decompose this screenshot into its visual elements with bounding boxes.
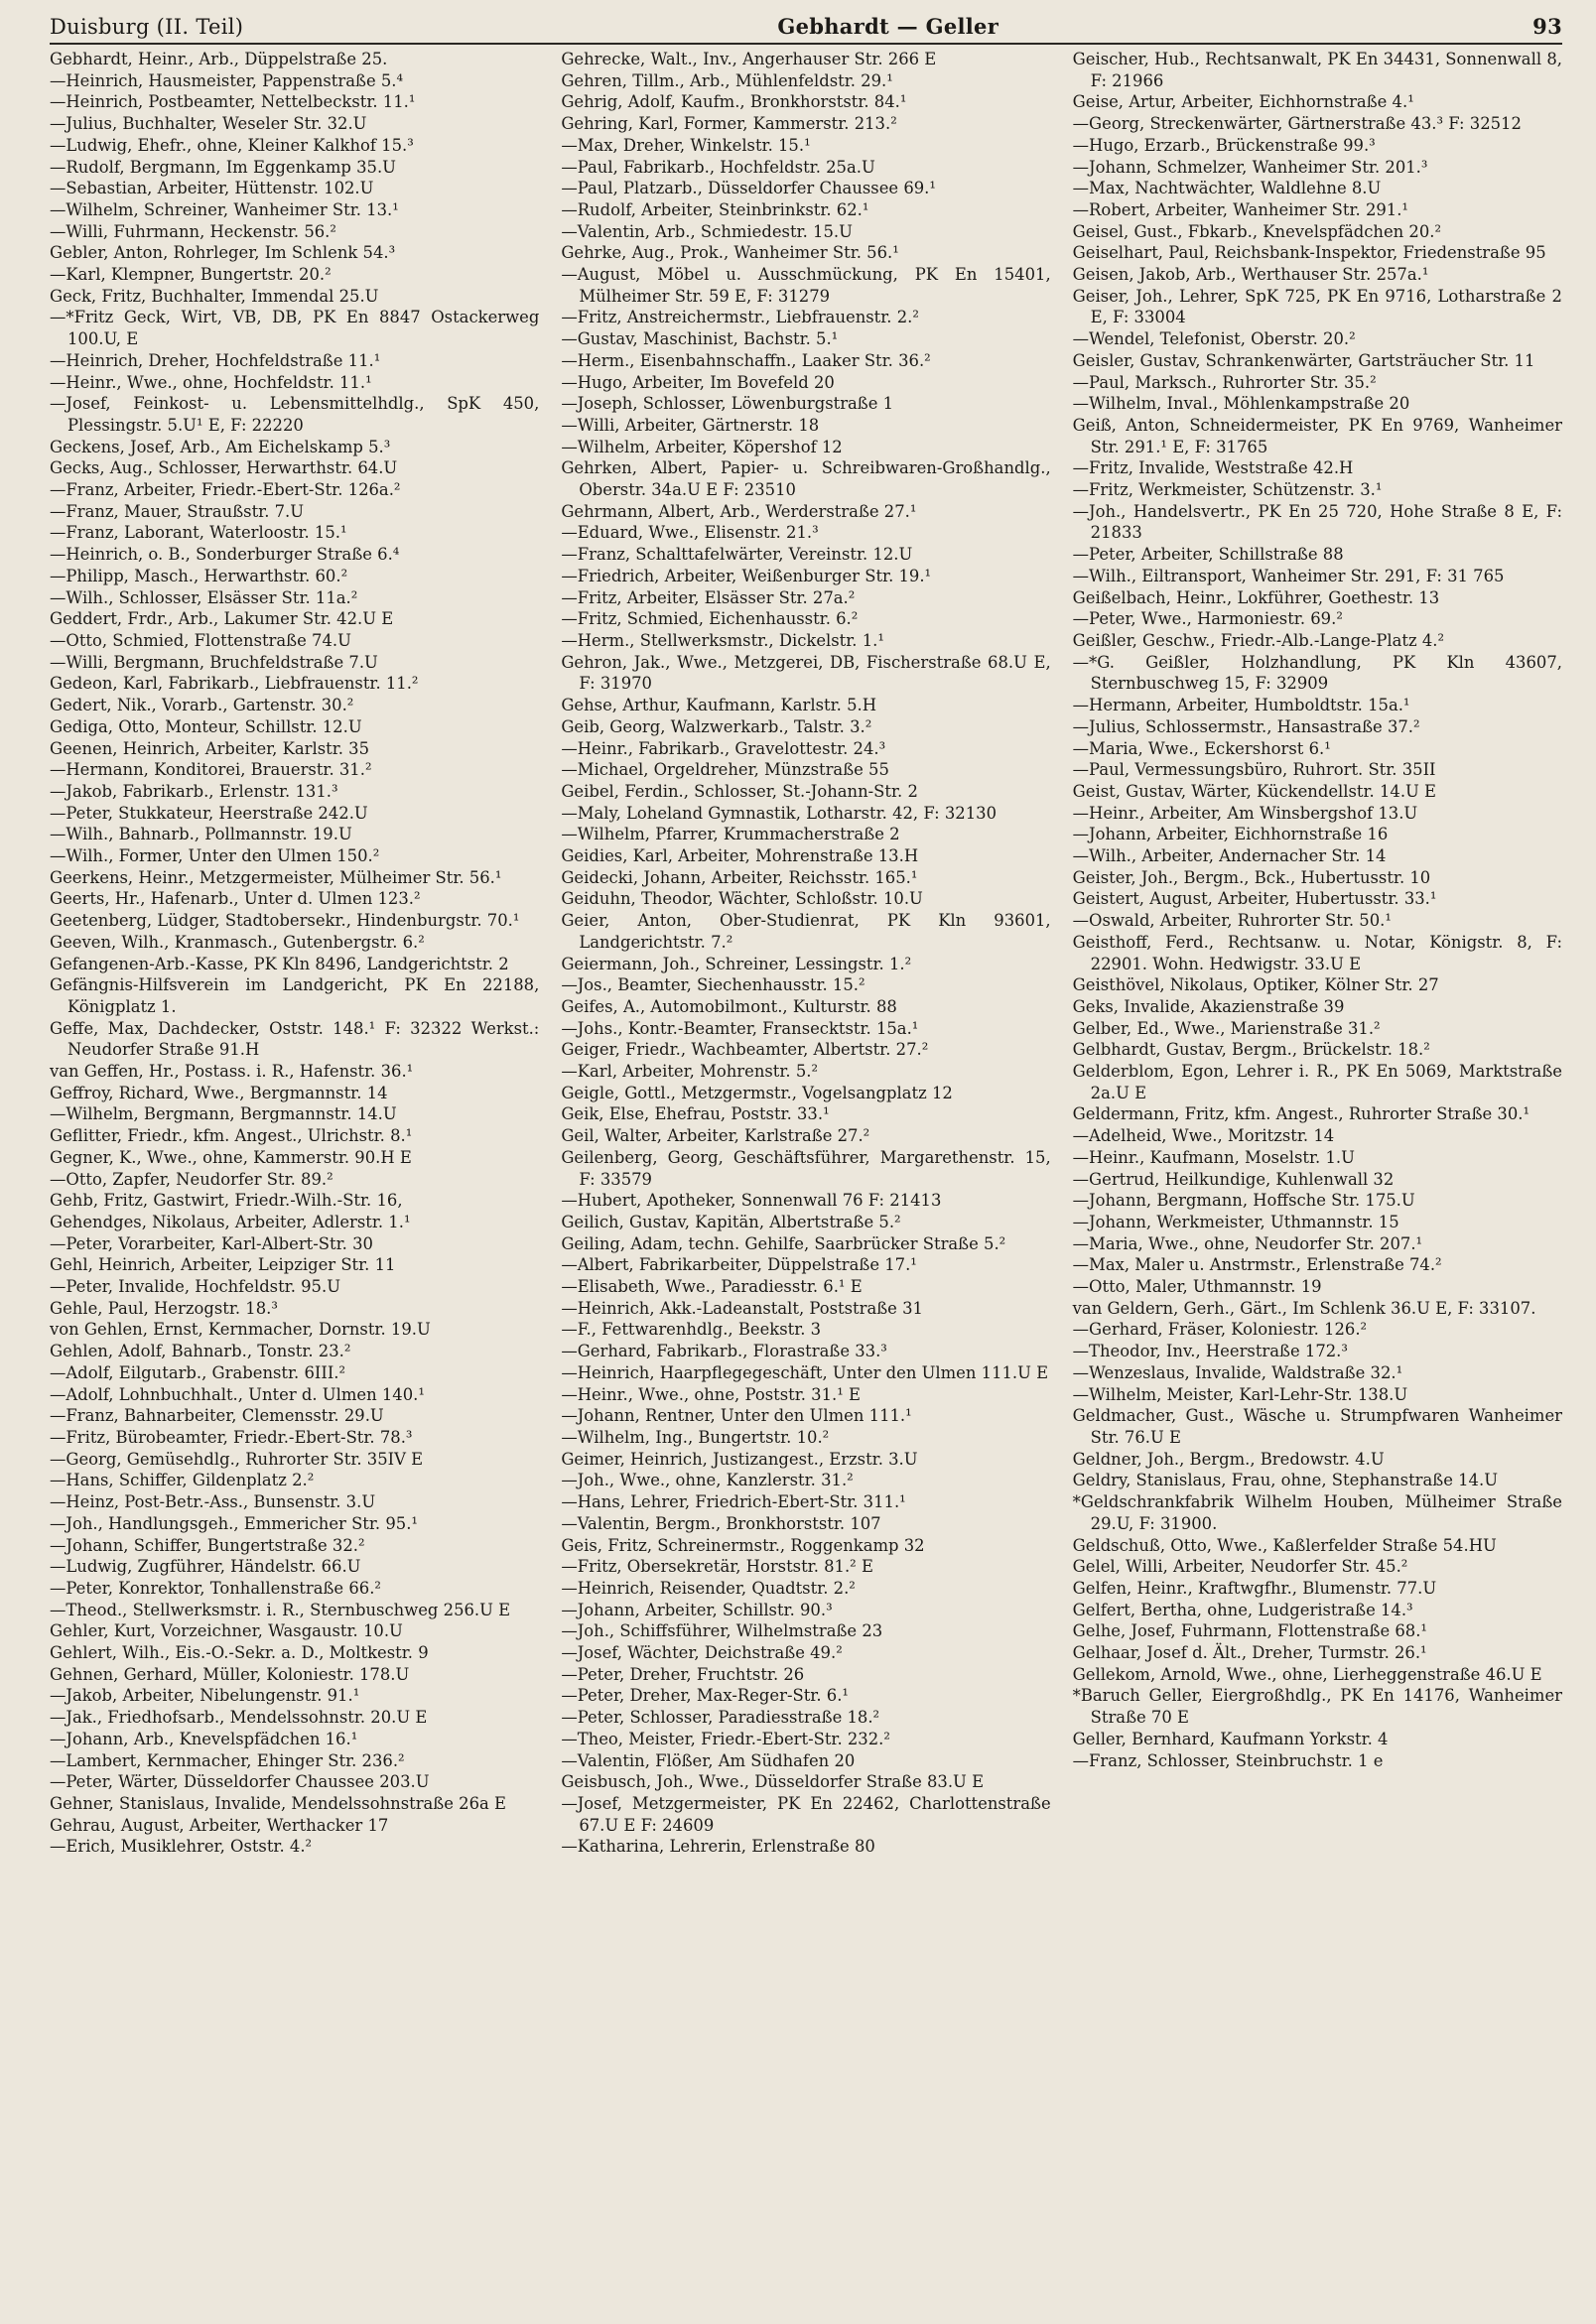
directory-entry: Geib, Georg, Walzwerkarb., Talstr. 3.²: [561, 716, 872, 736]
directory-entry: —Willi, Arbeiter, Gärtnerstr. 18: [561, 415, 820, 435]
directory-entry: —Georg, Gemüsehdlg., Ruhrorter Str. 35IV E: [50, 1449, 424, 1469]
directory-entry: Geier, Anton, Ober-Studienrat, PK Kln 93601, Landgerichtstr. 7.²: [561, 911, 1051, 952]
directory-entry: —Valentin, Flößer, Am Südhafen 20: [561, 1750, 856, 1770]
directory-entry: —Franz, Bahnarbeiter, Clemensstr. 29.U: [50, 1406, 384, 1426]
city-section: Duisburg (II. Teil): [50, 15, 244, 39]
directory-entry: —Hans, Lehrer, Friedrich-Ebert-Str. 311.¹: [561, 1492, 906, 1512]
directory-entry: von Gehlen, Ernst, Kernmacher, Dornstr. 19.U: [50, 1320, 431, 1340]
directory-entry: —Maria, Wwe., Eckershorst 6.¹: [1072, 738, 1331, 758]
directory-entry: Geifes, A., Automobilmont., Kulturstr. 88: [561, 996, 897, 1016]
directory-entry: Geist, Gustav, Wärter, Kückendellstr. 14.U E: [1072, 781, 1437, 801]
directory-entry: —Julius, Schlossermstr., Hansastraße 37.²: [1072, 716, 1420, 736]
directory-entry: —Heinr., Wwe., ohne, Hochfeldstr. 11.¹: [50, 372, 372, 392]
directory-entry: Geetenberg, Lüdger, Stadtobersekr., Hindenburgstr. 70.¹: [50, 911, 520, 931]
directory-entry: Geistert, August, Arbeiter, Hubertusstr. 33.¹: [1072, 889, 1437, 909]
directory-entry: Geidecki, Johann, Arbeiter, Reichsstr. 165.¹: [561, 867, 918, 887]
directory-entry: —F., Fettwarenhdlg., Beekstr. 3: [561, 1320, 822, 1340]
directory-entry: —Eduard, Wwe., Elisenstr. 21.³: [561, 523, 819, 543]
directory-entry: Gedeon, Karl, Fabrikarb., Liebfrauenstr. 11.²: [50, 674, 419, 694]
directory-entry: —Johs., Kontr.-Beamter, Fransecktstr. 15a.¹: [561, 1018, 919, 1038]
directory-entry: —Wilhelm, Bergmann, Bergmannstr. 14.U: [50, 1104, 397, 1124]
directory-entry: Geisel, Gust., Fbkarb., Knevelspfädchen 20.²: [1072, 221, 1442, 241]
directory-entry: —Franz, Schalttafelwärter, Vereinstr. 12.U: [561, 545, 913, 565]
directory-entry: Gelber, Ed., Wwe., Marienstraße 31.²: [1072, 1018, 1381, 1038]
directory-entry: —Valentin, Bergm., Bronkhorststr. 107: [561, 1513, 881, 1533]
directory-entry: —Gerhard, Fräser, Koloniestr. 126.²: [1072, 1320, 1368, 1340]
directory-entry: —Franz, Laborant, Waterloostr. 15.¹: [50, 523, 347, 543]
directory-entry: Gehner, Stanislaus, Invalide, Mendelssohnstraße 26a E: [50, 1793, 506, 1813]
directory-entry: —Erich, Musiklehrer, Oststr. 4.²: [50, 1837, 313, 1857]
directory-entry: Gehlen, Adolf, Bahnarb., Tonstr. 23.²: [50, 1342, 351, 1361]
directory-entry: —Hermann, Arbeiter, Humboldtstr. 15a.¹: [1072, 696, 1410, 715]
directory-entry: —Peter, Konrektor, Tonhallenstraße 66.²: [50, 1578, 381, 1598]
directory-entry: Geck, Fritz, Buchhalter, Immendal 25.U: [50, 286, 379, 306]
directory-entry: Geibel, Ferdin., Schlosser, St.-Johann-Str. 2: [561, 781, 918, 801]
directory-entry: Gehrken, Albert, Papier- u. Schreibwaren-Großhandlg., Oberstr. 34a.U E F: 23510: [561, 458, 1051, 500]
directory-entry: Geldermann, Fritz, kfm. Angest., Ruhrorter Straße 30.¹: [1072, 1104, 1530, 1124]
directory-entry: —Willi, Bergmann, Bruchfeldstraße 7.U: [50, 652, 378, 672]
directory-entry: —Heinrich, Dreher, Hochfeldstraße 11.¹: [50, 350, 381, 370]
directory-entry: —Karl, Arbeiter, Mohrenstr. 5.²: [561, 1062, 819, 1082]
directory-entry: —Max, Nachtwächter, Waldlehne 8.U: [1072, 179, 1382, 198]
directory-entry: —Theo, Meister, Friedr.-Ebert-Str. 232.²: [561, 1729, 890, 1748]
directory-entry: Geddert, Frdr., Arb., Lakumer Str. 42.U E: [50, 609, 394, 629]
directory-entry: Geisbusch, Joh., Wwe., Düsseldorfer Straße 83.U E: [561, 1772, 985, 1792]
directory-entry: —Heinr., Wwe., ohne, Poststr. 31.¹ E: [561, 1384, 861, 1404]
directory-entry: —Franz, Schlosser, Steinbruchstr. 1 e: [1072, 1750, 1384, 1770]
directory-entry: —Fritz, Obersekretär, Horststr. 81.² E: [561, 1557, 873, 1577]
directory-entry: —Fritz, Arbeiter, Elsässer Str. 27a.²: [561, 587, 856, 607]
name-range: Gebhardt — Geller: [777, 14, 999, 39]
directory-entry: Geilenberg, Georg, Geschäftsführer, Margarethenstr. 15, F: 33579: [561, 1147, 1051, 1189]
directory-entry: Gehl, Heinrich, Arbeiter, Leipziger Str. 11: [50, 1255, 396, 1275]
column-3: [1073, 49, 1562, 1858]
directory-entry: —Peter, Wwe., Harmoniestr. 69.²: [1072, 609, 1343, 629]
directory-entry: —Sebastian, Arbeiter, Hüttenstr. 102.U: [50, 179, 374, 198]
directory-entry: —Theodor, Inv., Heerstraße 172.³: [1072, 1342, 1348, 1361]
directory-entry: Gelfen, Heinr., Kraftwgfhr., Blumenstr. 77.U: [1072, 1578, 1437, 1598]
directory-entry: Geise, Artur, Arbeiter, Eichhornstraße 4.¹: [1072, 92, 1414, 112]
directory-entry: van Geffen, Hr., Postass. i. R., Hafenstr. 36.¹: [50, 1062, 414, 1082]
directory-entry: Geldschuß, Otto, Wwe., Kaßlerfelder Straße 54.HU: [1072, 1535, 1497, 1555]
directory-entry: Gegner, K., Wwe., ohne, Kammerstr. 90.H E: [50, 1147, 412, 1167]
directory-entry: Geisen, Jakob, Arb., Werthauser Str. 257a.¹: [1072, 265, 1429, 285]
column-2: [561, 49, 1050, 1858]
directory-entry: Geeven, Wilh., Kranmasch., Gutenbergstr. 6.²: [50, 932, 425, 952]
directory-entry: —Jakob, Arbeiter, Nibelungenstr. 91.¹: [50, 1686, 360, 1706]
directory-entry: —Herm., Stellwerksmstr., Dickelstr. 1.¹: [561, 630, 884, 650]
directory-entry: Geerts, Hr., Hafenarb., Unter d. Ulmen 123.²: [50, 889, 421, 909]
directory-entry: Geißelbach, Heinr., Lokführer, Goethestr. 13: [1072, 587, 1440, 607]
directory-entry: Geimer, Heinrich, Justizangest., Erzstr. 3.U: [561, 1449, 918, 1469]
directory-entry: —Robert, Arbeiter, Wanheimer Str. 291.¹: [1072, 199, 1409, 219]
directory-entry: Gehrmann, Albert, Arb., Werderstraße 27.¹: [561, 501, 917, 521]
directory-entry: —Wilhelm, Arbeiter, Köpershof 12: [561, 437, 843, 456]
directory-entry: —Joseph, Schlosser, Löwenburgstraße 1: [561, 394, 894, 414]
directory-entry: —Franz, Arbeiter, Friedr.-Ebert-Str. 126a.²: [50, 480, 401, 500]
directory-entry: —Gertrud, Heilkundige, Kuhlenwall 32: [1072, 1169, 1395, 1189]
directory-entry: Geiselhart, Paul, Reichsbank-Inspektor, Friedenstraße 95: [1072, 243, 1546, 263]
directory-entry: Geller, Bernhard, Kaufmann Yorkstr. 4: [1072, 1729, 1389, 1748]
directory-entry: —Adelheid, Wwe., Moritzstr. 14: [1072, 1126, 1335, 1146]
directory-entry: —Wilh., Eiltransport, Wanheimer Str. 291, F: 31 765: [1072, 566, 1505, 585]
directory-entry: —Johann, Arb., Knevelspfädchen 16.¹: [50, 1729, 358, 1748]
directory-entry: —Wendel, Telefonist, Oberstr. 20.²: [1072, 329, 1356, 349]
directory-entry: Gehrecke, Walt., Inv., Angerhauser Str. 266 E: [561, 50, 937, 68]
directory-entry: Gelel, Willi, Arbeiter, Neudorfer Str. 45.²: [1072, 1557, 1408, 1577]
directory-entry: —Wilh., Bahnarb., Pollmannstr. 19.U: [50, 825, 352, 844]
column-1: [50, 49, 539, 1858]
directory-entry: Gehb, Fritz, Gastwirt, Friedr.-Wilh.-Str. 16,: [50, 1191, 403, 1211]
directory-entry: —Hans, Schiffer, Gildenplatz 2.²: [50, 1471, 315, 1490]
directory-entry: —Jos., Beamter, Siechenhausstr. 15.²: [561, 975, 865, 995]
directory-entry: —*G. Geißler, Holzhandlung, PK Kln 43607, Sternbuschweg 15, F: 32909: [1072, 652, 1562, 694]
directory-entry: —Karl, Klempner, Bungertstr. 20.²: [50, 265, 332, 285]
directory-entry: Geigle, Gottl., Metzgermstr., Vogelsangplatz 12: [561, 1083, 953, 1102]
directory-entry: *Geldschrankfabrik Wilhelm Houben, Mülheimer Straße 29.U, F: 31900.: [1072, 1492, 1562, 1533]
directory-entry: Gebler, Anton, Rohrleger, Im Schlenk 54.³: [50, 243, 396, 263]
directory-entry: —Herm., Eisenbahnschaffn., Laaker Str. 36.²: [561, 350, 931, 370]
directory-entry: Gelhe, Josef, Fuhrmann, Flottenstraße 68.¹: [1072, 1621, 1428, 1641]
directory-entry: —Rudolf, Arbeiter, Steinbrinkstr. 62.¹: [561, 199, 869, 219]
directory-entry: —Fritz, Invalide, Weststraße 42.H: [1072, 458, 1354, 478]
directory-entry: —Joh., Wwe., ohne, Kanzlerstr. 31.²: [561, 1471, 854, 1490]
directory-entry: —Joh., Handlungsgeh., Emmericher Str. 95.¹: [50, 1513, 418, 1533]
directory-entry: —Josef, Feinkost- u. Lebensmittelhdlg., SpK 450, Plessingstr. 5.U¹ E, F: 22220: [50, 394, 540, 435]
page-number: 93: [1532, 14, 1562, 39]
directory-entry: —Maria, Wwe., ohne, Neudorfer Str. 207.¹: [1072, 1233, 1423, 1253]
directory-entry: Geiduhn, Theodor, Wächter, Schloßstr. 10.U: [561, 889, 923, 909]
directory-entry: Geisler, Gustav, Schrankenwärter, Gartsträucher Str. 11: [1072, 350, 1535, 370]
directory-entry: Geiger, Friedr., Wachbeamter, Albertstr. 27.²: [561, 1040, 929, 1060]
directory-entry: —Fritz, Schmied, Eichenhausstr. 6.²: [561, 609, 859, 629]
directory-entry: —Heinrich, Reisender, Quadtstr. 2.²: [561, 1578, 856, 1598]
directory-entry: —Johann, Schiffer, Bungertstraße 32.²: [50, 1535, 365, 1555]
directory-entry: —Rudolf, Bergmann, Im Eggenkamp 35.U: [50, 157, 396, 177]
directory-entry: Geffroy, Richard, Wwe., Bergmannstr. 14: [50, 1083, 388, 1102]
directory-entry: Gehler, Kurt, Vorzeichner, Wasgaustr. 10.U: [50, 1621, 403, 1641]
directory-entry: —Wilhelm, Inval., Möhlenkampstraße 20: [1072, 394, 1410, 414]
directory-entry: Geldmacher, Gust., Wäsche u. Strumpfwaren Wanheimer Str. 76.U E: [1072, 1406, 1562, 1447]
directory-entry: —Wilhelm, Schreiner, Wanheimer Str. 13.¹: [50, 199, 399, 219]
directory-entry: Gehrau, August, Arbeiter, Werthacker 17: [50, 1815, 389, 1835]
directory-entry: —Franz, Mauer, Straußstr. 7.U: [50, 501, 305, 521]
directory-entry: —Hugo, Arbeiter, Im Bovefeld 20: [561, 372, 835, 392]
directory-entry: —Heinrich, Hausmeister, Pappenstraße 5.⁴: [50, 70, 404, 90]
directory-entry: Geilich, Gustav, Kapitän, Albertstraße 5.²: [561, 1212, 901, 1231]
directory-entry: —Heinr., Arbeiter, Am Winsbergshof 13.U: [1072, 803, 1418, 823]
directory-entry: —Max, Dreher, Winkelstr. 15.¹: [561, 135, 811, 155]
directory-entry: —August, Möbel u. Ausschmückung, PK En 15401, Mülheimer Str. 59 E, F: 31279: [561, 265, 1051, 306]
directory-entry: Geflitter, Friedr., kfm. Angest., Ulrichstr. 8.¹: [50, 1126, 413, 1146]
directory-entry: —Philipp, Masch., Herwarthstr. 60.²: [50, 566, 348, 585]
directory-entry: Geiß, Anton, Schneidermeister, PK En 9769, Wanheimer Str. 291.¹ E, F: 31765: [1072, 415, 1562, 456]
directory-entry: Geischer, Hub., Rechtsanwalt, PK En 34431, Sonnenwall 8, F: 21966: [1072, 50, 1562, 90]
directory-entry: —Peter, Schlosser, Paradiesstraße 18.²: [561, 1708, 880, 1728]
directory-entry: —Peter, Stukkateur, Heerstraße 242.U: [50, 803, 368, 823]
directory-entry: Geisthövel, Nikolaus, Optiker, Kölner Str. 27: [1072, 975, 1439, 995]
directory-entry: —Heinr., Fabrikarb., Gravelottestr. 24.³: [561, 738, 886, 758]
directory-entry: —Wilh., Schlosser, Elsässer Str. 11a.²: [50, 587, 358, 607]
directory-entry: Gecks, Aug., Schlosser, Herwarthstr. 64.U: [50, 458, 398, 478]
directory-entry: Geiser, Joh., Lehrer, SpK 725, PK En 9716, Lotharstraße 2 E, F: 33004: [1072, 286, 1562, 327]
directory-entry: Geik, Else, Ehefrau, Poststr. 33.¹: [561, 1104, 830, 1124]
directory-entry: —Paul, Marksch., Ruhrorter Str. 35.²: [1072, 372, 1377, 392]
directory-entry: —Johann, Bergmann, Hoffsche Str. 175.U: [1072, 1191, 1415, 1211]
directory-entry: Geldner, Joh., Bergm., Bredowstr. 4.U: [1072, 1449, 1385, 1469]
directory-entry: —Hermann, Konditorei, Brauerstr. 31.²: [50, 760, 372, 780]
directory-entry: Gediga, Otto, Monteur, Schillstr. 12.U: [50, 716, 362, 736]
directory-entry: —Peter, Arbeiter, Schillstraße 88: [1072, 545, 1344, 565]
directory-entry: —Fritz, Werkmeister, Schützenstr. 3.¹: [1072, 480, 1383, 500]
directory-entry: Geerkens, Heinr., Metzgermeister, Mülheimer Str. 56.¹: [50, 867, 502, 887]
directory-entry: —Heinz, Post-Betr.-Ass., Bunsenstr. 3.U: [50, 1492, 376, 1512]
directory-entry: —Peter, Invalide, Hochfeldstr. 95.U: [50, 1277, 341, 1297]
directory-entry: Gelbhardt, Gustav, Bergm., Brückelstr. 18.²: [1072, 1040, 1430, 1060]
directory-entry: —Theod., Stellwerksmstr. i. R., Sternbuschweg 256.U E: [50, 1600, 511, 1619]
directory-entry: —Wilhelm, Pfarrer, Krummacherstraße 2: [561, 825, 900, 844]
directory-entry: —Peter, Dreher, Max-Reger-Str. 6.¹: [561, 1686, 849, 1706]
directory-entry: —Josef, Metzgermeister, PK En 22462, Charlottenstraße 67.U E F: 24609: [561, 1793, 1051, 1835]
directory-entry: —Peter, Vorarbeiter, Karl-Albert-Str. 30: [50, 1233, 373, 1253]
directory-entry: Gedert, Nik., Vorarb., Gartenstr. 30.²: [50, 696, 354, 715]
directory-entry: —Peter, Wärter, Düsseldorfer Chaussee 203.U: [50, 1772, 430, 1792]
directory-entry: Gelfert, Bertha, ohne, Ludgeristraße 14.³: [1072, 1600, 1413, 1619]
directory-entry: Gehendges, Nikolaus, Arbeiter, Adlerstr. 1.¹: [50, 1212, 411, 1231]
directory-entry: Gelderblom, Egon, Lehrer i. R., PK En 5069, Marktstraße 2a.U E: [1072, 1062, 1562, 1102]
directory-entry: —Jakob, Fabrikarb., Erlenstr. 131.³: [50, 781, 338, 801]
directory-entry: —Johann, Arbeiter, Eichhornstraße 16: [1072, 825, 1389, 844]
directory-entry: Geenen, Heinrich, Arbeiter, Karlstr. 35: [50, 738, 370, 758]
directory-entry: —Otto, Schmied, Flottenstraße 74.U: [50, 630, 351, 650]
directory-entry: Gehlert, Wilh., Eis.-O.-Sekr. a. D., Moltkestr. 9: [50, 1643, 429, 1663]
directory-entry: —Heinrich, Haarpflegegeschäft, Unter den Ulmen 111.U E: [561, 1362, 1049, 1382]
directory-entry: —Katharina, Lehrerin, Erlenstraße 80: [561, 1837, 875, 1857]
directory-entry: —Peter, Dreher, Fruchtstr. 26: [561, 1664, 805, 1684]
columns: [50, 49, 1562, 1858]
directory-entry: Geisthoff, Ferd., Rechtsanw. u. Notar, Königstr. 8, F: 22901. Wohn. Hedwigstr. 33.U E: [1072, 932, 1562, 973]
directory-entry: —Wilhelm, Meister, Karl-Lehr-Str. 138.U: [1072, 1384, 1408, 1404]
directory-entry: —Heinr., Kaufmann, Moselstr. 1.U: [1072, 1147, 1355, 1167]
directory-entry: Geis, Fritz, Schreinermstr., Roggenkamp 32: [561, 1535, 925, 1555]
directory-entry: *Baruch Geller, Eiergroßhdlg., PK En 14176, Wanheimer Straße 70 E: [1072, 1686, 1562, 1728]
directory-entry: Gefangenen-Arb.-Kasse, PK Kln 8496, Landgerichtstr. 2: [50, 954, 509, 973]
directory-entry: —Friedrich, Arbeiter, Weißenburger Str. 19.¹: [561, 566, 932, 585]
directory-entry: Gehle, Paul, Herzogstr. 18.³: [50, 1298, 278, 1318]
directory-entry: —Gustav, Maschinist, Bachstr. 5.¹: [561, 329, 839, 349]
directory-entry: Gehnen, Gerhard, Müller, Koloniestr. 178.U: [50, 1664, 410, 1684]
directory-entry: —Wilh., Former, Unter den Ulmen 150.²: [50, 846, 380, 866]
directory-entry: —Oswald, Arbeiter, Ruhrorter Str. 50.¹: [1072, 911, 1392, 931]
directory-entry: —Lambert, Kernmacher, Ehinger Str. 236.²: [50, 1750, 405, 1770]
directory-entry: —Fritz, Bürobeamter, Friedr.-Ebert-Str. 78.³: [50, 1428, 413, 1447]
directory-entry: —Wilhelm, Ing., Bungertstr. 10.²: [561, 1428, 830, 1447]
directory-entry: Gehren, Tillm., Arb., Mühlenfeldstr. 29.¹: [561, 70, 893, 90]
directory-entry: —Josef, Wächter, Deichstraße 49.²: [561, 1643, 843, 1663]
directory-entry: Geckens, Josef, Arb., Am Eichelskamp 5.³: [50, 437, 391, 456]
directory-entry: —Paul, Platzarb., Düsseldorfer Chaussee 69.¹: [561, 179, 936, 198]
directory-entry: —Heinrich, Postbeamter, Nettelbeckstr. 11.¹: [50, 92, 416, 112]
directory-entry: —Johann, Schmelzer, Wanheimer Str. 201.³: [1072, 157, 1428, 177]
directory-entry: Gehring, Karl, Former, Kammerstr. 213.²: [561, 114, 897, 134]
directory-entry: —Joh., Handelsvertr., PK En 25 720, Hohe Straße 8 E, F: 21833: [1072, 501, 1562, 543]
directory-entry: Gefängnis-Hilfsverein im Landgericht, PK En 22188, Königplatz 1.: [50, 975, 540, 1016]
directory-entry: —Heinrich, Akk.-Ladeanstalt, Poststraße 31: [561, 1298, 923, 1318]
directory-entry: —Maly, Loheland Gymnastik, Lotharstr. 42, F: 32130: [561, 803, 998, 823]
directory-entry: Geißler, Geschw., Friedr.-Alb.-Lange-Platz 4.²: [1072, 630, 1445, 650]
directory-entry: —Wenzeslaus, Invalide, Waldstraße 32.¹: [1072, 1362, 1403, 1382]
directory-entry: —Fritz, Anstreichermstr., Liebfrauenstr. 2.²: [561, 308, 919, 327]
directory-entry: —Johann, Werkmeister, Uthmannstr. 15: [1072, 1212, 1399, 1231]
directory-entry: —Otto, Zapfer, Neudorfer Str. 89.²: [50, 1169, 333, 1189]
directory-entry: —Wilh., Arbeiter, Andernacher Str. 14: [1072, 846, 1387, 866]
directory-entry: —Julius, Buchhalter, Weseler Str. 32.U: [50, 114, 367, 134]
directory-entry: —Willi, Fuhrmann, Heckenstr. 56.²: [50, 221, 336, 241]
running-header: [50, 14, 1562, 45]
directory-entry: —Max, Maler u. Anstrmstr., Erlenstraße 74.²: [1072, 1255, 1442, 1275]
directory-entry: —Hugo, Erzarb., Brückenstraße 99.³: [1072, 135, 1376, 155]
directory-entry: —Paul, Vermessungsbüro, Ruhrort. Str. 35II: [1072, 760, 1436, 780]
directory-entry: —Adolf, Eilgutarb., Grabenstr. 6III.²: [50, 1362, 346, 1382]
directory-entry: Gehron, Jak., Wwe., Metzgerei, DB, Fischerstraße 68.U E, F: 31970: [561, 652, 1051, 694]
directory-entry: —Elisabeth, Wwe., Paradiesstr. 6.¹ E: [561, 1277, 863, 1297]
directory-entry: Geiermann, Joh., Schreiner, Lessingstr. 1.²: [561, 954, 912, 973]
directory-entry: Geidies, Karl, Arbeiter, Mohrenstraße 13.H: [561, 846, 919, 866]
directory-entry: Gelhaar, Josef d. Ält., Dreher, Turmstr. 26.¹: [1072, 1643, 1427, 1663]
directory-entry: —Paul, Fabrikarb., Hochfeldstr. 25a.U: [561, 157, 875, 177]
directory-entry: —Valentin, Arb., Schmiedestr. 15.U: [561, 221, 853, 241]
directory-entry: Geks, Invalide, Akazienstraße 39: [1072, 996, 1345, 1016]
directory-entry: —Ludwig, Zugführer, Händelstr. 66.U: [50, 1557, 361, 1577]
directory-entry: —Heinrich, o. B., Sonderburger Straße 6.⁴: [50, 545, 400, 565]
directory-entry: —Hubert, Apotheker, Sonnenwall 76 F: 21413: [561, 1191, 942, 1211]
directory-entry: van Geldern, Gerh., Gärt., Im Schlenk 36.U E, F: 33107.: [1072, 1298, 1536, 1318]
directory-entry: —Georg, Streckenwärter, Gärtnerstraße 43.³ F: 32512: [1072, 114, 1522, 134]
directory-entry: Geister, Joh., Bergm., Bck., Hubertusstr. 10: [1072, 867, 1431, 887]
directory-entry: —Ludwig, Ehefr., ohne, Kleiner Kalkhof 15.³: [50, 135, 414, 155]
directory-entry: Geffe, Max, Dachdecker, Oststr. 148.¹ F: 32322 Werkst.: Neudorfer Straße 91.H: [50, 1018, 540, 1060]
directory-entry: Gehse, Arthur, Kaufmann, Karlstr. 5.H: [561, 696, 876, 715]
directory-entry: Geiling, Adam, techn. Gehilfe, Saarbrücker Straße 5.²: [561, 1233, 1006, 1253]
directory-entry: —Otto, Maler, Uthmannstr. 19: [1072, 1277, 1322, 1297]
directory-entry: Geil, Walter, Arbeiter, Karlstraße 27.²: [561, 1126, 870, 1146]
directory-entry: —*Fritz Geck, Wirt, VB, DB, PK En 8847 Ostackerweg 100.U, E: [50, 308, 540, 349]
directory-entry: Geldry, Stanislaus, Frau, ohne, Stephanstraße 14.U: [1072, 1471, 1499, 1490]
directory-entry: —Jak., Friedhofsarb., Mendelssohnstr. 20.U E: [50, 1708, 428, 1728]
directory-entry: —Michael, Orgeldreher, Münzstraße 55: [561, 760, 889, 780]
directory-entry: Gehrke, Aug., Prok., Wanheimer Str. 56.¹: [561, 243, 899, 263]
directory-entry: Gebhardt, Heinr., Arb., Düppelstraße 25.: [50, 50, 388, 68]
directory-entry: —Joh., Schiffsführer, Wilhelmstraße 23: [561, 1621, 883, 1641]
directory-entry: —Johann, Arbeiter, Schillstr. 90.³: [561, 1600, 833, 1619]
directory-entry: —Adolf, Lohnbuchhalt., Unter d. Ulmen 140.¹: [50, 1384, 425, 1404]
directory-entry: —Albert, Fabrikarbeiter, Düppelstraße 17.¹: [561, 1255, 917, 1275]
directory-entry: —Gerhard, Fabrikarb., Florastraße 33.³: [561, 1342, 887, 1361]
directory-entry: —Johann, Rentner, Unter den Ulmen 111.¹: [561, 1406, 912, 1426]
directory-entry: Gellekom, Arnold, Wwe., ohne, Lierheggenstraße 46.U E: [1072, 1664, 1542, 1684]
directory-entry: Gehrig, Adolf, Kaufm., Bronkhorststr. 84.¹: [561, 92, 907, 112]
